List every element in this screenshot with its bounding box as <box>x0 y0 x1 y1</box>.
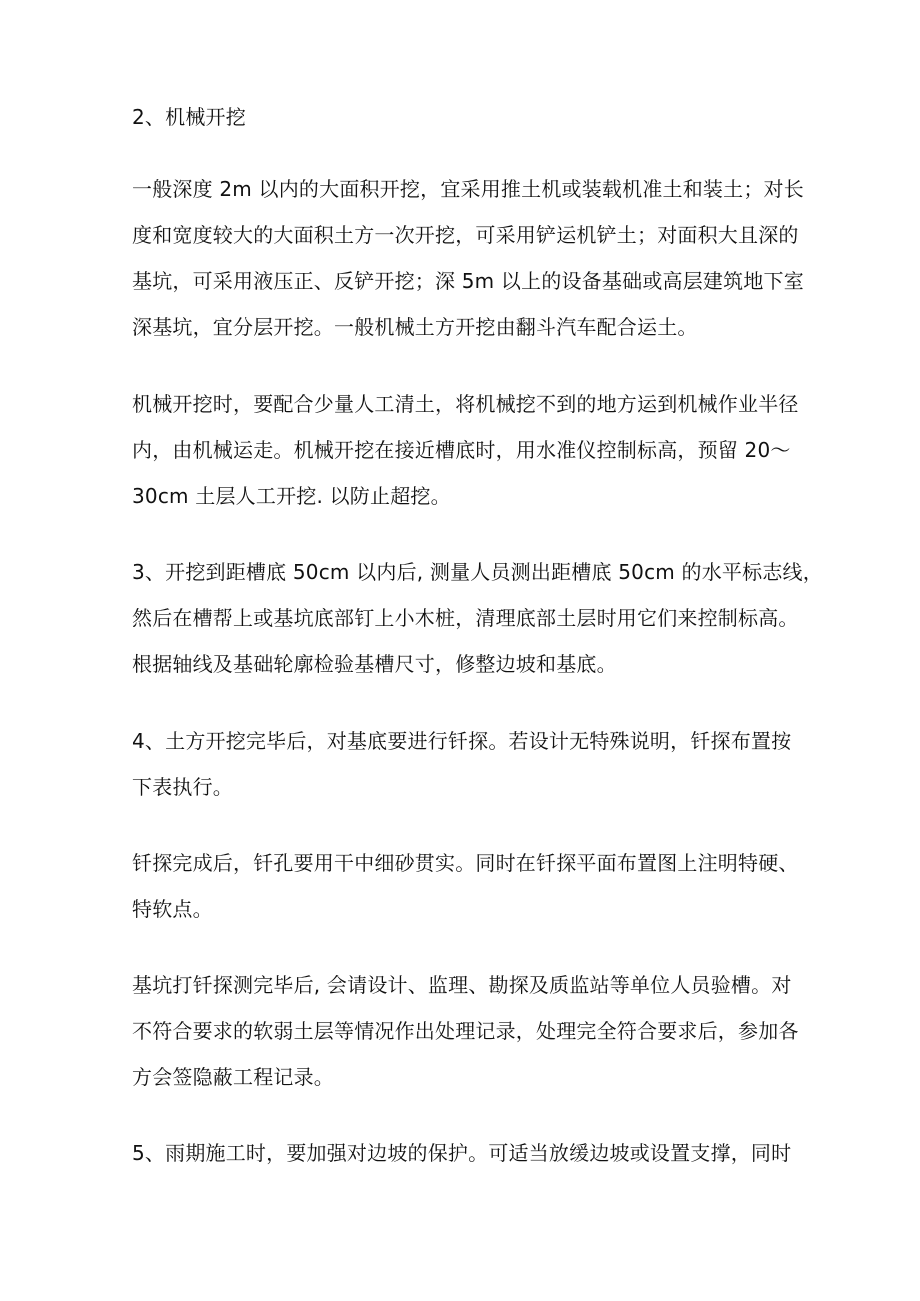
paragraph-line: 方会签隐蔽工程记录。 <box>132 1065 334 1089</box>
paragraph-line: 下表执行。 <box>132 775 233 799</box>
section-heading: 2、机械开挖 <box>132 105 246 129</box>
paragraph-line: 然后在槽帮上或基坑底部钉上小木桩，清理底部土层时用它们来控制标高。 <box>132 606 799 630</box>
paragraph-line: 根据轴线及基础轮廓检验基槽尺寸，修整边坡和基底。 <box>132 652 617 676</box>
paragraph-line: 不符合要求的软弱土层等情况作出处理记录，处理完全符合要求后，参加各 <box>132 1019 799 1043</box>
paragraph-line: 特软点。 <box>132 897 213 921</box>
paragraph-line: 钎探完成后，钎孔要用干中细砂贯实。同时在钎探平面布置图上注明特硬、 <box>132 851 799 875</box>
paragraph-line: 度和宽度较大的大面积土方一次开挖，可采用铲运机铲土；对面积大且深的 <box>132 223 799 247</box>
paragraph-line: 机械开挖时，要配合少量人工清土，将机械挖不到的地方运到机械作业半径 <box>132 392 799 416</box>
paragraph-line: 基坑，可采用液压正、反铲开挖；深 5m 以上的设备基础或高层建筑地下室 <box>132 269 804 293</box>
paragraph-line: 5、雨期施工时，要加强对边坡的保护。可适当放缓边坡或设置支撑，同时 <box>132 1141 792 1165</box>
paragraph-line: 4、土方开挖完毕后，对基底要进行钎探。若设计无特殊说明，钎探布置按 <box>132 729 792 753</box>
paragraph-line: 基坑打钎探测完毕后, 会请设计、监理、勘探及质监站等单位人员验槽。对 <box>132 973 792 997</box>
paragraph-line: 深基坑，宜分层开挖。一般机械土方开挖由翻斗汽车配合运土。 <box>132 315 698 339</box>
paragraph-line: 30cm 土层人工开挖. 以防止超挖。 <box>132 484 451 508</box>
paragraph-line: 内，由机械运走。机械开挖在接近槽底时，用水准仪控制标高，预留 20～ <box>132 438 791 462</box>
paragraph-line: 一般深度 2m 以内的大面积开挖，宜采用推土机或装载机准土和装土；对长 <box>132 177 804 201</box>
paragraph-line: 3、开挖到距槽底 50cm 以内后, 测量人员测出距槽底 50cm 的水平标志线， <box>132 560 823 584</box>
